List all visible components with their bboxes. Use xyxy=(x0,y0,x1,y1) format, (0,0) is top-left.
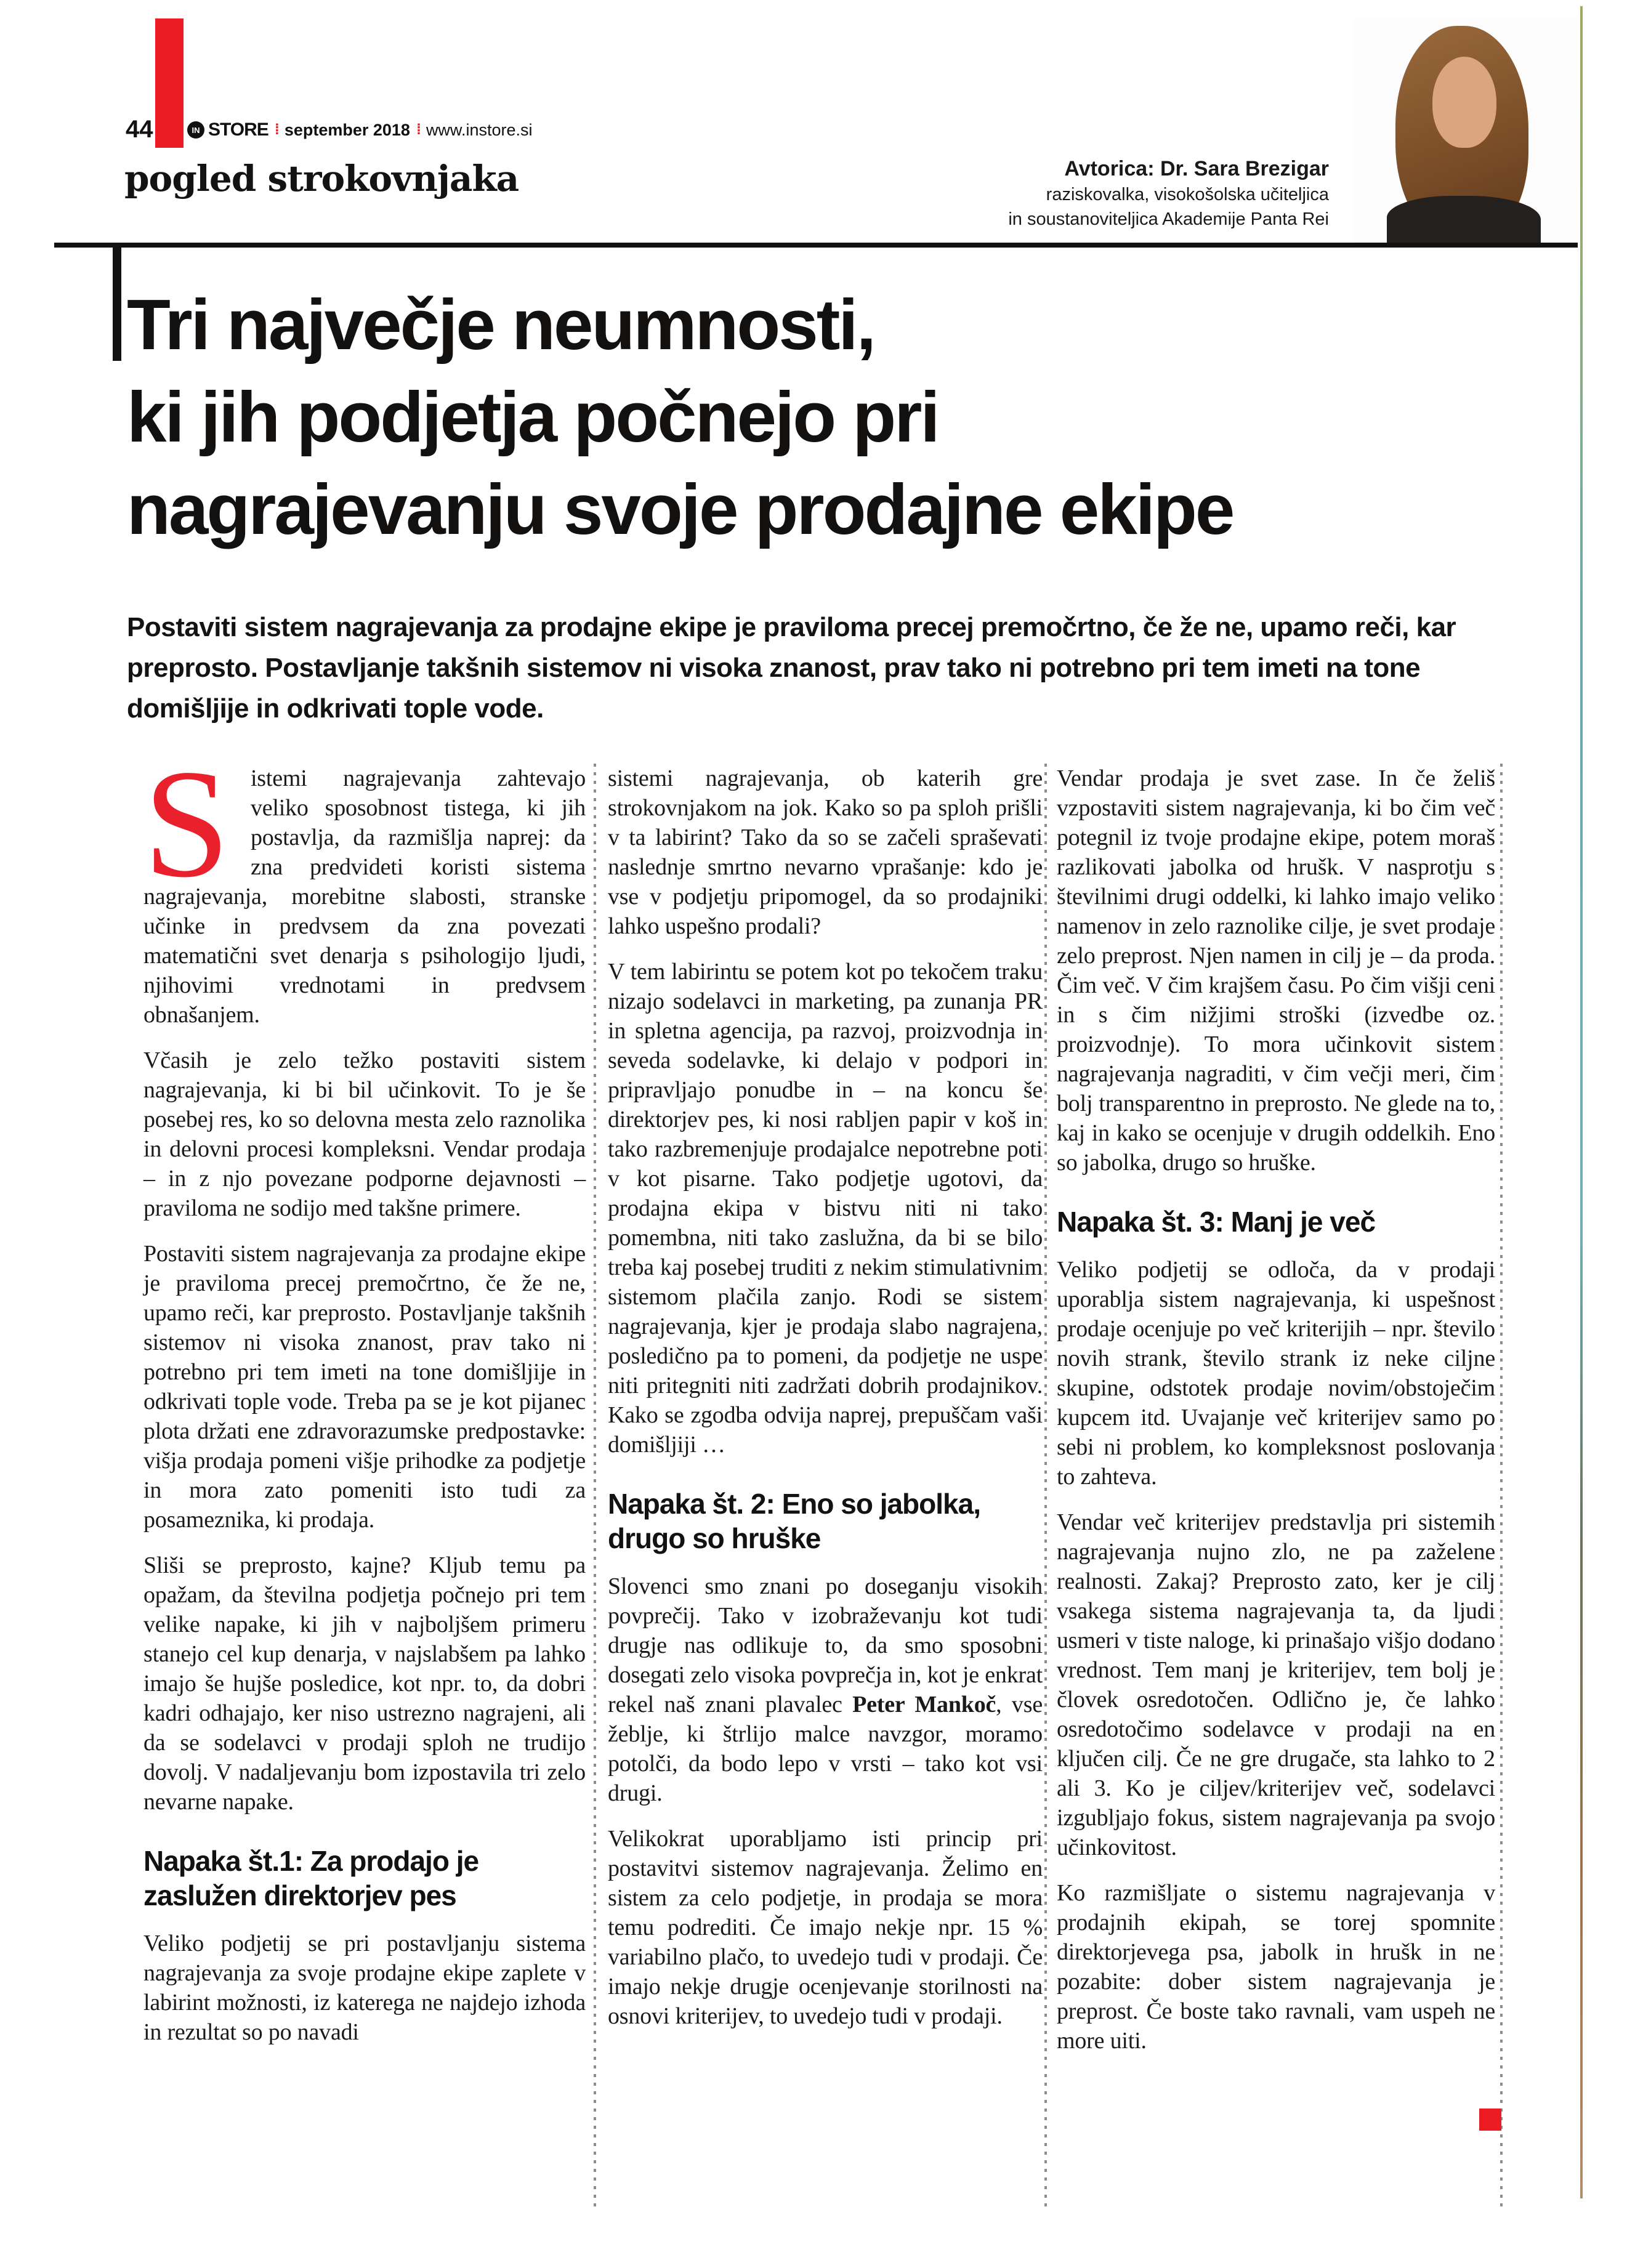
drop-cap: S xyxy=(143,737,230,910)
text-column-2 xyxy=(608,764,1043,2047)
photo-face-shape xyxy=(1432,57,1496,148)
author-role-line: in soustanoviteljica Akademije Panta Rei xyxy=(1008,209,1329,229)
author-photo xyxy=(1354,17,1578,248)
instore-in-circle-icon: IN xyxy=(187,121,204,139)
body-paragraph: Sliši se preprosto, kajne? Kljub temu pa opažam, da številna podjetja počnejo pri tem velike napake, ki jih v najboljšem primeru stanejo cel kup denarja, v najslabšem pa lahko imajo še hujše posledice, kot npr. to, da dobri kadri odhajajo, ker niso ustrezno nagrajeni, ali da se sodelavci v prodaji sploh ne trudijo dovolj. V nadaljevanju bom izpostavila tri zelo nevarne napake. xyxy=(143,1552,586,1815)
body-paragraph: Včasih je zelo težko postaviti sistem nagrajevanja, ki bi bil učinkovit. To je še posebej res, ko so delovna mesta zelo raznolika in delovni procesi kompleksni. Vendar prodaja – in z njo povezane podporne dejavnosti – praviloma ne sodijo med takšne primere. xyxy=(143,1047,586,1221)
text-column-3 xyxy=(1057,764,1495,2072)
body-paragraph: V tem labirintu se potem kot po tekočem traku nizajo sodelavci in marketing, pa zunanja PR in spletna agencija, pa razvoj, proizvodnja in seveda sodelavke, ki delajo v podpori in pripravljajo ponudbe in – na koncu še direktorjev pes, ki nosi rabljen papir v koš in tako razbremenjuje prodajalce nepotrebne poti v kot pisarne. Tako podjetje ugotovi, da prodajna ekipa v bistvu niti ni tako pomembna, niti tako zaslužna, da bi se bilo treba kaj posebej truditi z nekim stimulativnim sistemom plačila zanjo. Rodi se sistem nagrajevanja, kjer je prodaja slabo nagrajena, posledično pa to pomeni, da podjetje ne uspe niti pritegniti niti zadržati dobrih prodajnikov. Kako se zgodba odvija naprej, prepuščam vaši domišljiji … xyxy=(608,959,1043,1458)
body-paragraph: sistemi nagrajevanja, ob katerih gre strokovnjakom na jok. Kako so pa sploh prišli v ta labirint? Tako da so se začeli spraševati naslednje smrtno nevarno vprašanje: kdo je vse v podjetju pripomogel, da so prodajniki lahko uspešno prodali? xyxy=(608,765,1043,939)
body-paragraph: Veliko podjetij se pri postavljanju sistema nagrajevanja za svoje prodajne ekipe zaplete v labirint možnosti, iz katerega ne najdejo izhoda in rezultat so po navadi xyxy=(143,1931,586,2045)
instore-logo-text: STORE xyxy=(208,119,268,140)
author-block xyxy=(1008,155,1329,232)
subheading: Napaka št. 2: Eno so jabolka, drugo so hruške xyxy=(608,1488,980,1554)
body-paragraph: Velikokrat uporabljamo isti princip pri postavitvi sistemov nagrajevanja. Želimo en sistem za celo podjetje, in prodaja se mora temu podrediti. Če imajo nekje npr. 15 % variabilno plačo, to uvedejo tudi v prodaji. Če imajo nekje drugje ocenjevanje storilnosti na osnovi kriterijev, to uvedejo tudi v prodaji. xyxy=(608,1826,1043,2029)
page-edge-scan-line xyxy=(1580,6,1583,2198)
article-title-line: ki jih podjetja počnejo pri xyxy=(127,377,939,457)
body-paragraph: Sistemi nagrajevanja zahtevajo veliko sposobnost tistega, ki jih postavlja, da razmišlja naprej: da zna predvideti koristi sistema nagrajevanja, morebitne slabosti, stranske učinke in predvsem da zna povezati matematični svet denarja s psihologijo ljudi, njihovimi vrednotami in predvsem obnašanjem. xyxy=(143,737,586,1028)
section-title: pogled strokovnjaka xyxy=(124,158,519,200)
body-paragraph: Vendar več kriterijev predstavlja pri sistemih nagrajevanja nujno zlo, ne pa zaželene realnosti. Zakaj? Preprosto zato, ker je cilj vsakega sistema nagrajevanja ta, da ljudi usmeri v tiste naloge, ki prinašajo višjo dodano vrednost. Tem manj je kriterijev, tem bolj je človek osredotočen. Odlično je, če lahko osredotočimo sodelavce v prodaji na en ključen cilj. Če ne gre drugače, sta lahko to 2 ali 3. Ko je ciljev/kriterijev več, sodelavci izgubljajo fokus, sistem nagrajevanja pa svojo učinkovitost. xyxy=(1057,1509,1495,1860)
author-role-line: raziskovalka, visokošolska učiteljica xyxy=(1046,185,1329,204)
author-name: Avtorica: Dr. Sara Brezigar xyxy=(1064,157,1329,180)
article-end-marker xyxy=(1479,2109,1501,2131)
body-paragraph: Slovenci smo znani po doseganju visokih povprečij. Tako v izobraževanju kot tudi drugje nas odlikuje to, da smo sposobni dosegati zelo visoka povprečja in, kot je enkrat rekel naš znani plavalec Peter Mankoč, vse žeblje, ki štrlijo malce navzgor, moramo potolči, da bodo lepo v vrsti – tako kot vsi drugi. xyxy=(608,1573,1043,1806)
issue-date: september 2018 xyxy=(284,120,410,139)
body-paragraph: Vendar prodaja je svet zase. In če želiš vzpostaviti sistem nagrajevanja, ki bo čim več potegnil iz tvoje prodajne ekipe, potem moraš razlikovati jabolka od hrušk. V nasprotju s številnimi drugi oddelki, ki lahko imajo veliko namenov in zelo raznolike cilje, je svet prodaje zelo preprost. Njen namen in cilj je – da proda. Čim več. V čim krajšem času. Po čim višji ceni in s čim nižjimi stroški (izvedbe oz. proizvodnje). To mora učinkovit sistem nagrajevanja nagraditi, v čim večji meri, čim bolj transparentno in preprosto. Ne glede na to, kaj in kako se ocenjuje v drugih oddelkih. Eno so jabolka, drugo so hruške. xyxy=(1057,765,1495,1176)
photo-clothing-shape xyxy=(1387,196,1541,248)
article-title-line: nagrajevanju svoje prodajne ekipe xyxy=(127,469,1233,549)
header-rule-tick xyxy=(113,243,121,361)
body-paragraph: Postaviti sistem nagrajevanja za prodajne ekipe je praviloma precej premočrtno, če že ne, upamo reči, kar preprosto. Postavljanje takšnih sistemov ni visoka znanost, prav tako ni potrebno pri tem imeti na tone domišljije in odkrivati tople vode. Treba pa se je kot pijanec plota držati ene zdravorazumske predpostavke: višja prodaja pomeni višje prihodke za podjetje in mora zato pomeniti isto tudi za posameznika, ki prodaja. xyxy=(143,1241,586,1533)
column-divider-dotted xyxy=(594,764,596,2208)
subheading: Napaka št.1: Za prodajo je zaslužen direktorjev pes xyxy=(143,1845,479,1911)
page-number: 44 xyxy=(126,116,153,143)
article-lead: Postaviti sistem nagrajevanja za prodajne ekipe je praviloma precej premočrtno, če že ne, upamo reči, kar preprosto. Postavljanje takšnih sistemov ni visoka znanost, prav tako ni potrebno pri tem imeti na tone domišljije in odkrivati tople vode. xyxy=(127,612,1456,724)
body-paragraph: Ko razmišljate o sistemu nagrajevanja v prodajnih ekipah, se torej spomnite direktorjevega psa, jabolk in hrušk in ne pozabite: dober sistem nagrajevanja je preprost. Če boste tako ravnali, vam uspeh ne more uiti. xyxy=(1057,1880,1495,2054)
header-rule xyxy=(54,243,1578,248)
header-dotted-separator-icon: ⁞ xyxy=(416,121,420,138)
header-dotted-separator-icon: ⁞ xyxy=(274,121,278,138)
article-title-line: Tri največje neumnosti, xyxy=(127,285,874,365)
article-title xyxy=(127,278,1562,555)
instore-masthead xyxy=(187,119,532,140)
text-column-1 xyxy=(143,737,586,2063)
website-url: www.instore.si xyxy=(426,120,533,139)
subheading: Napaka št. 3: Manj je več xyxy=(1057,1206,1376,1238)
column-divider-dotted xyxy=(1044,764,1047,2208)
column-divider-dotted xyxy=(1500,764,1503,2208)
body-paragraph: Veliko podjetij se odloča, da v prodaji uporablja sistem nagrajevanja, ki uspešnost prodaje ocenjuje po več kriterijih – npr. število novih strank, število strank iz neke ciljne skupine, odstotek prodaje novim/obstoječim kupcem itd. Uvajanje več kriterijev samo po sebi ni problem, ko kompleksnost poslovanja to zahteva. xyxy=(1057,1257,1495,1490)
instore-logo-red-block xyxy=(155,18,184,148)
